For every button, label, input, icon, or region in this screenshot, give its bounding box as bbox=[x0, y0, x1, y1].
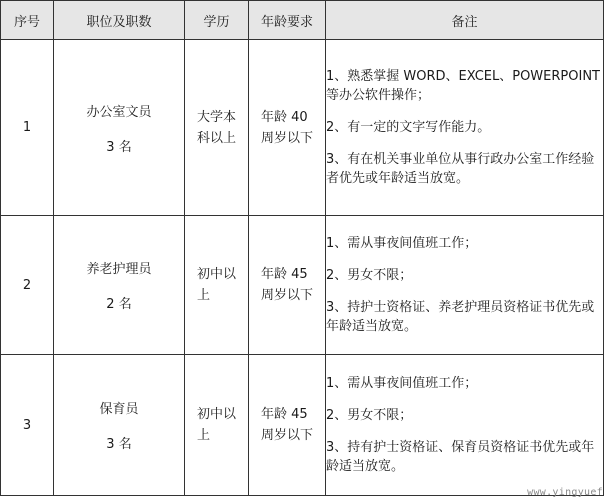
position-cell bbox=[54, 40, 185, 216]
position-title: 保育员 bbox=[99, 402, 139, 417]
age-line: 年龄 45 bbox=[260, 407, 308, 422]
header-position: 职位及职数 bbox=[54, 1, 185, 40]
table-row bbox=[1, 355, 604, 496]
position-title: 办公室文员 bbox=[86, 104, 152, 120]
education-line: 科以上 bbox=[196, 130, 236, 146]
education-line: 大学本 bbox=[196, 109, 236, 125]
age-line: 周岁以下 bbox=[260, 428, 313, 443]
age-cell bbox=[249, 40, 326, 216]
position-cell bbox=[54, 355, 185, 496]
position-count: 3 名 bbox=[106, 139, 132, 155]
table-row bbox=[1, 40, 604, 216]
position-count: 3 名 bbox=[106, 437, 132, 452]
header-education: 学历 bbox=[185, 1, 249, 40]
education-cell bbox=[185, 355, 249, 496]
education-cell bbox=[185, 40, 249, 216]
age-line: 周岁以下 bbox=[260, 288, 313, 303]
table-row bbox=[1, 216, 604, 355]
age-cell bbox=[249, 216, 326, 355]
header-number: 序号 bbox=[1, 1, 54, 40]
position-count: 2 名 bbox=[106, 297, 132, 312]
age-cell bbox=[249, 355, 326, 496]
row-number: 1 bbox=[1, 40, 54, 216]
row-number: 3 bbox=[1, 355, 54, 496]
age-line: 年龄 40 bbox=[260, 109, 308, 125]
header-notes: 备注 bbox=[326, 1, 604, 40]
header-age: 年龄要求 bbox=[249, 1, 326, 40]
note-item: 2、男女不限； bbox=[326, 408, 413, 423]
note-item: 2、男女不限； bbox=[326, 268, 413, 283]
education-line: 上 bbox=[196, 288, 210, 303]
education-line: 初中以 bbox=[196, 267, 236, 282]
notes-cell bbox=[326, 216, 604, 355]
note-item: 1、需从事夜间值班工作； bbox=[326, 236, 478, 251]
note-item: 2、有一定的文字写作能力。 bbox=[326, 120, 491, 135]
education-line: 初中以 bbox=[196, 407, 236, 422]
note-item: 3、有在机关事业单位从事行政办公室工作经验者优先或年龄适当放宽。 bbox=[326, 152, 595, 186]
position-cell bbox=[54, 216, 185, 355]
age-line: 周岁以下 bbox=[260, 130, 313, 146]
note-item: 1、需从事夜间值班工作； bbox=[326, 376, 478, 391]
age-line: 年龄 45 bbox=[260, 267, 308, 282]
row-number: 2 bbox=[1, 216, 54, 355]
note-item: 1、熟悉掌握 WORD、EXCEL、POWERPOINT 等办公软件操作； bbox=[326, 69, 600, 103]
note-item: 3、持护士资格证、养老护理员资格证书优先或年龄适当放宽。 bbox=[326, 300, 595, 334]
note-item: 3、持有护士资格证、保育员资格证书优先或年龄适当放宽。 bbox=[326, 440, 595, 474]
notes-cell bbox=[326, 40, 604, 216]
position-title: 养老护理员 bbox=[86, 262, 152, 277]
notes-cell bbox=[326, 355, 604, 496]
education-cell bbox=[185, 216, 249, 355]
site-watermark: www.yingyuef bbox=[527, 487, 603, 498]
header-row bbox=[1, 1, 604, 40]
education-line: 上 bbox=[196, 428, 210, 443]
